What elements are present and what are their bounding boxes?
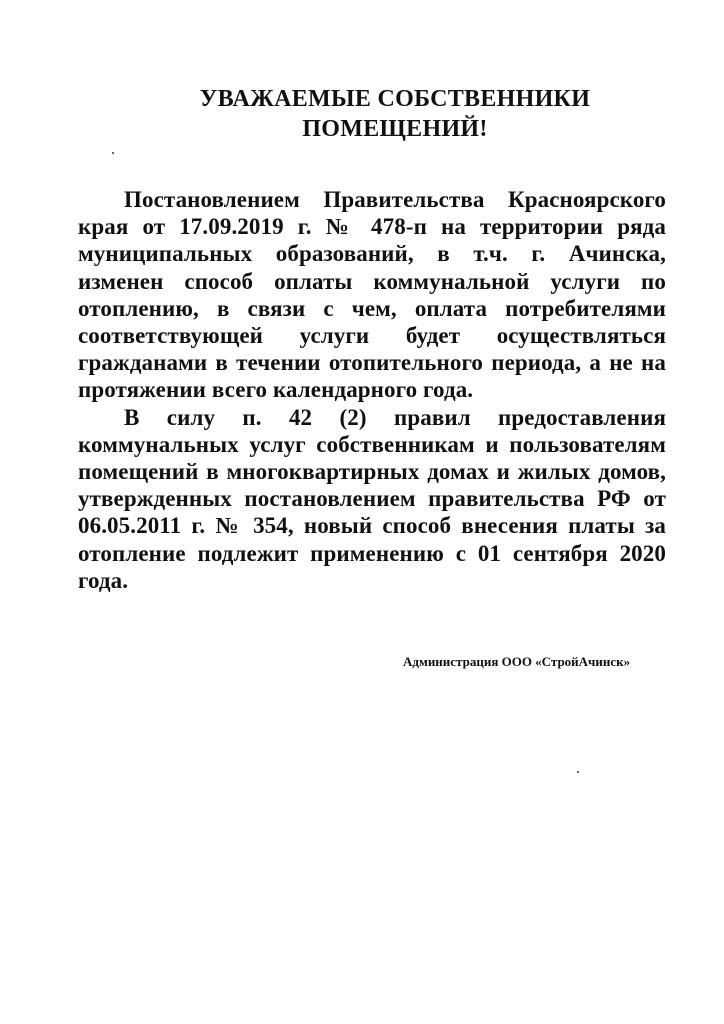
notice-paragraph-1: Постановлением Правительства Красноярского края от 17.09.2019 г. № 478-п на территории ряда муниципальных образований, в т.ч. г. Ачинска, изменен способ оплаты коммунальной услуги по отоплению, в связи с чем, оплата потребителями соответствующей услуги будет осуществляться гражданами в течении отопительного периода, а не на протяжении всего календарного года. (78, 187, 666, 403)
notice-signature: Администрация ООО «СтройАчинск» (403, 654, 631, 669)
notice-title-line-1: УВАЖАЕМЫЕ СОБСТВЕННИКИ (199, 86, 591, 112)
notice-title (150, 84, 640, 144)
scan-speck (577, 771, 579, 773)
notice-title-line-2: ПОМЕЩЕНИЙ! (302, 116, 488, 142)
notice-paragraph-2: В силу п. 42 (2) правил предоставления коммунальных услуг собственникам и пользователям помещений в многоквартирных домах и жилых домов, утвержденных постановлением правительства РФ от 06.05.2011 г. № 354, новый способ внесения платы за отопление подлежит применению с 01 сентября 2020 года. (78, 404, 666, 593)
scan-speck (112, 152, 114, 154)
notice-body (78, 186, 666, 594)
